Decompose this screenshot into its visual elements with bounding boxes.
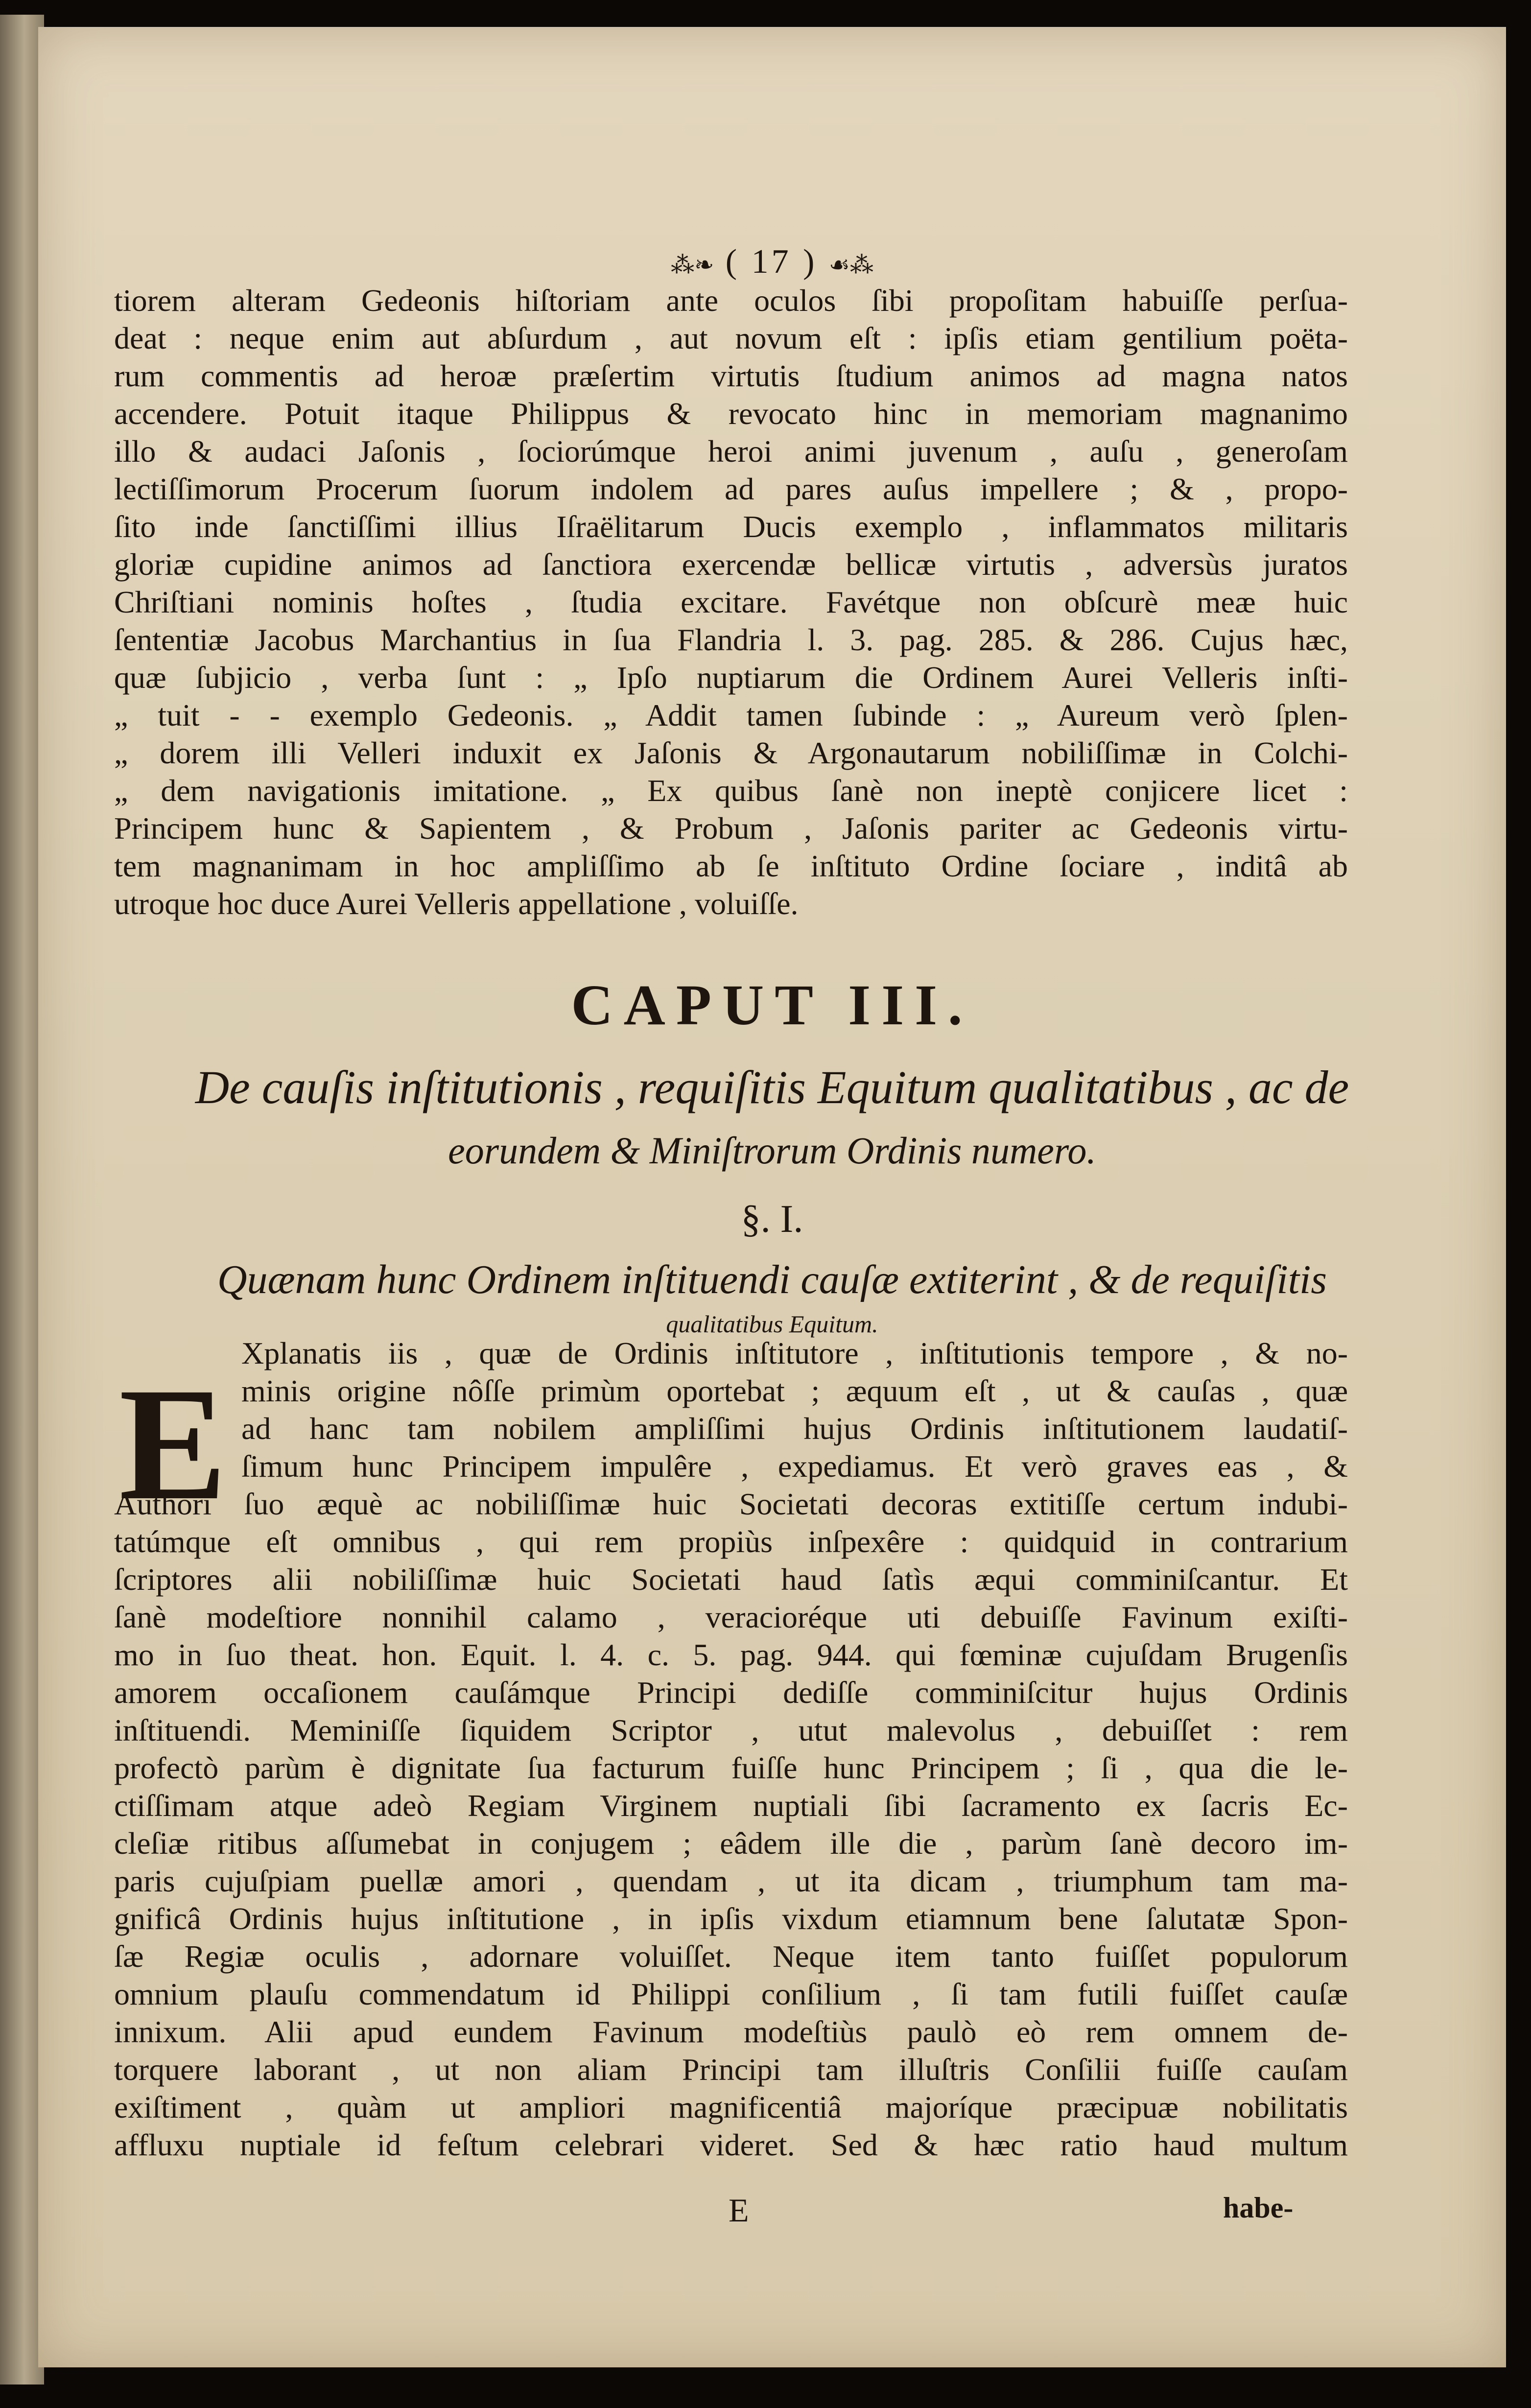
book-page — [38, 27, 1506, 2367]
chapter-subtitle-line-2: eorundem & Miniſtrorum Ordinis numero. — [448, 1129, 1096, 1172]
text-line: minis origine nôſſe primùm oportebat ; æquum eſt , ut & cauſas , quæ — [241, 1373, 1348, 1408]
text-line: ſententiæ Jacobus Marchantius in ſua Flandria l. 3. pag. 285. & 286. Cujus hæc, — [114, 622, 1348, 657]
text-line: gloriæ cupidine animos ad ſanctiora exercendæ bellicæ virtutis , adversùs juratos — [114, 547, 1348, 582]
signature-mark: E — [729, 2192, 749, 2229]
text-line: torquere laborant , ut non aliam Principi tam illuſtris Conſilii fuiſſe cauſam — [114, 2052, 1348, 2087]
page-header — [38, 242, 1506, 282]
text-line: mo in ſuo theat. hon. Equit. l. 4. c. 5. pag. 944. qui fœminæ cujuſdam Brugenſis — [114, 1637, 1348, 1672]
text-line: ctiſſimam atque adeò Regiam Virginem nuptiali ſibi ſacramento ex ſacris Ec- — [114, 1788, 1348, 1823]
text-line: Principem hunc & Sapientem , & Probum , Jaſonis pariter ac Gedeonis virtu- — [114, 811, 1348, 846]
text-line: illo & audaci Jaſonis , ſociorúmque heroi animi juvenum , auſu , generoſam — [114, 434, 1348, 469]
section-title-line-2: qualitatibus Equitum. — [666, 1310, 878, 1338]
left-ornament-icon: ⁂❧ — [671, 252, 714, 278]
right-ornament-icon: ☙⁂ — [828, 252, 873, 278]
text-line: affluxu nuptiale id feſtum celebrari videret. Sed & hæc ratio haud multum — [114, 2127, 1348, 2162]
chapter-subtitle-line-1: De cauſis inſtitutionis , requiſitis Equitum qualitatibus , ac de — [195, 1061, 1349, 1113]
text-line: ſito inde ſanctiſſimi illius Iſraëlitarum Ducis exemplo , inflammatos militaris — [114, 509, 1348, 544]
text-line: tem magnanimam in hoc ampliſſimo ab ſe inſtituto Ordine ſociare , inditâ ab — [114, 849, 1348, 883]
text-line: gnificâ Ordinis hujus inſtitutione , in ipſis vixdum etiamnum bene ſalutatæ Spon- — [114, 1901, 1348, 1936]
text-line: deat : neque enim aut abſurdum , aut novum eſt : ipſis etiam gentilium poëta- — [114, 321, 1348, 355]
catchword: habe- — [1223, 2192, 1294, 2224]
drop-cap: E — [119, 1355, 227, 1534]
text-line: rum commentis ad heroæ præſertim virtutis ſtudium animos ad magna natos — [114, 358, 1348, 393]
text-line: ſæ Regiæ oculis , adornare voluiſſet. Neque item tanto fuiſſet populorum — [114, 1939, 1348, 1974]
text-line: ſimum hunc Principem impulêre , expediamus. Et verò graves eas , & — [241, 1449, 1348, 1484]
top-paragraph — [114, 282, 1348, 922]
text-line: utroque hoc duce Aurei Velleris appellatione , voluiſſe. — [114, 886, 799, 921]
text-line: „ dorem illi Velleri induxit ex Jaſonis & Argonautarum nobiliſſimæ in Colchi- — [114, 735, 1348, 770]
adjacent-page-edge — [0, 15, 44, 2384]
text-line: „ tuit - - exemplo Gedeonis. „ Addit tamen ſubinde : „ Aureum verò ſplen- — [114, 698, 1348, 732]
body-paragraph — [114, 1334, 1348, 2164]
text-line: omnium plauſu commendatum id Philippi conſilium , ſi tam futili fuiſſet cauſæ — [114, 1977, 1348, 2011]
text-line: „ dem navigationis imitatione. „ Ex quibus ſanè non ineptè conjicere licet : — [114, 773, 1348, 808]
text-line: exiſtiment , quàm ut ampliori magnificentiâ majoríque præcipuæ nobilitatis — [114, 2090, 1348, 2125]
text-line: Xplanatis iis , quæ de Ordinis inſtitutore , inſtitutionis tempore , & no- — [241, 1336, 1348, 1370]
chapter-heading: CAPUT III. — [571, 973, 973, 1037]
text-line: innixum. Alii apud eundem Favinum modeſtiùs paulò eò rem omnem de- — [114, 2014, 1348, 2049]
section-number: §. I. — [741, 1198, 803, 1241]
text-line: quæ ſubjicio , verba ſunt : „ Ipſo nuptiarum die Ordinem Aurei Velleris inſti- — [114, 660, 1348, 695]
text-line: accendere. Potuit itaque Philippus & revocato hinc in memoriam magnanimo — [114, 396, 1348, 431]
section-title-line-1: Quænam hunc Ordinem inſtituendi cauſæ extiterint , & de requiſitis — [217, 1257, 1327, 1302]
text-line: ſanè modeſtiore nonnihil calamo , veracioréque uti debuiſſe Favinum exiſti- — [114, 1600, 1348, 1634]
text-line: ad hanc tam nobilem ampliſſimi hujus Ordinis inſtitutionem laudatiſ- — [241, 1411, 1348, 1446]
text-line: tiorem alteram Gedeonis hiſtoriam ante oculos ſibi propoſitam habuiſſe perſua- — [114, 283, 1348, 318]
text-line: Authori ſuo æquè ac nobiliſſimæ huic Societati decoras extitiſſe certum indubi- — [114, 1487, 1348, 1521]
text-line: ſcriptores alii nobiliſſimæ huic Societati haud ſatìs æqui comminiſcantur. Et — [114, 1562, 1348, 1597]
text-line: cleſiæ ritibus aſſumebat in conjugem ; eâdem ille die , parùm ſanè decoro im- — [114, 1826, 1348, 1861]
text-line: lectiſſimorum Procerum ſuorum indolem ad pares auſus impellere ; & , propo- — [114, 472, 1348, 506]
text-line: profectò parùm è dignitate ſua facturum fuiſſe hunc Principem ; ſi , qua die le- — [114, 1750, 1348, 1785]
text-line: Chriſtiani nominis hoſtes , ſtudia excitare. Favétque non obſcurè meæ huic — [114, 585, 1348, 619]
text-line: amorem occaſionem cauſámque Principi dediſſe comminiſcitur hujus Ordinis — [114, 1675, 1348, 1710]
text-line: tatúmque eſt omnibus , qui rem propiùs inſpexêre : quidquid in contrarium — [114, 1524, 1348, 1559]
page-number: ( 17 ) — [725, 243, 818, 281]
text-line: inſtituendi. Meminiſſe ſiquidem Scriptor , utut malevolus , debuiſſet : rem — [114, 1713, 1348, 1747]
text-line: paris cujuſpiam puellæ amori , quendam , ut ita dicam , triumphum tam ma- — [114, 1864, 1348, 1898]
